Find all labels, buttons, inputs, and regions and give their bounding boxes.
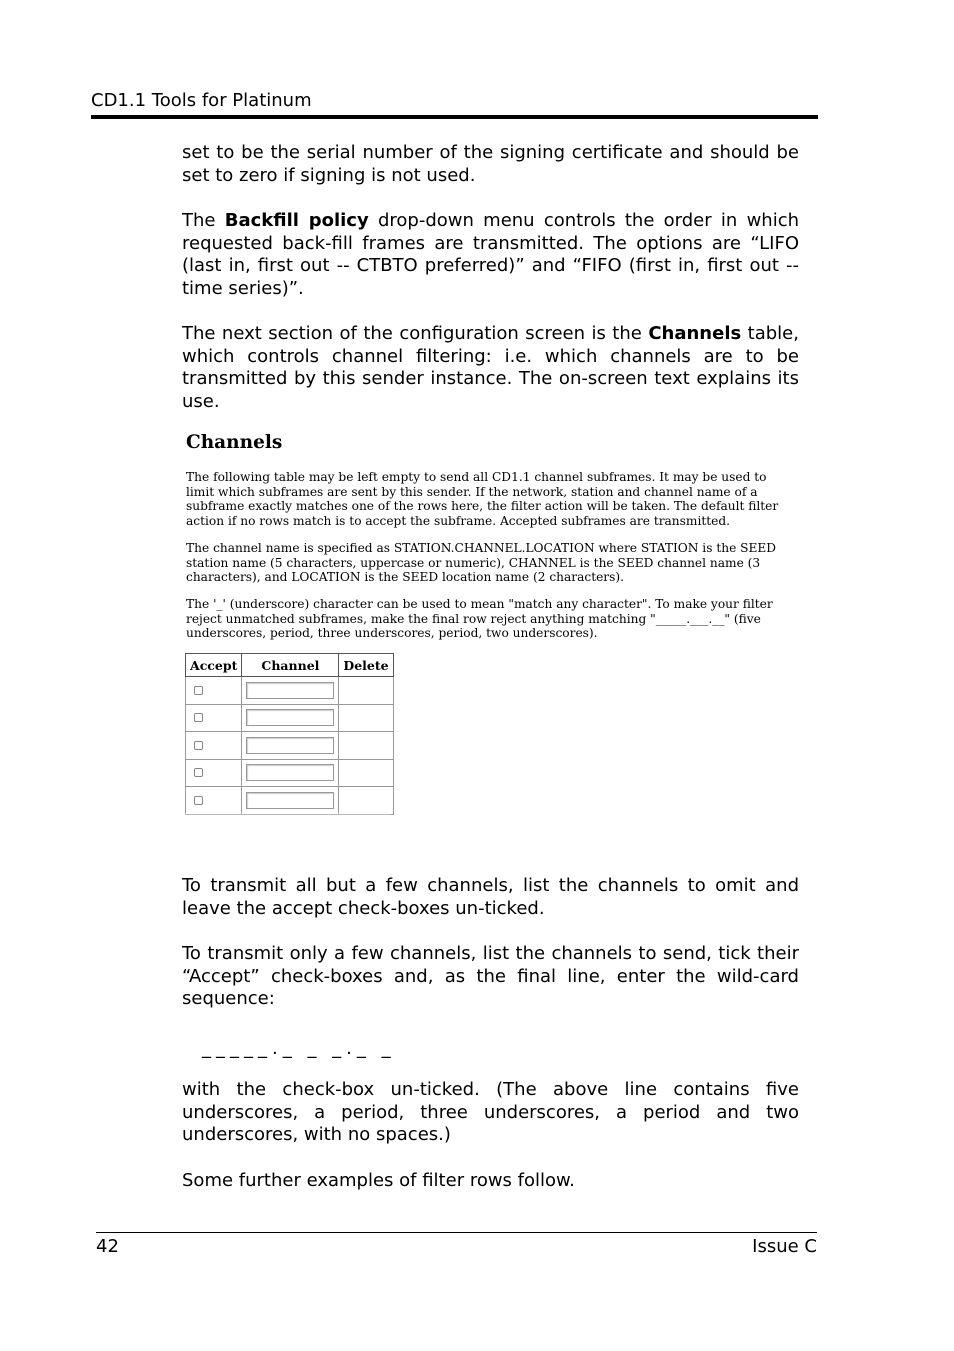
column-accept: Accept: [186, 654, 242, 677]
channel-input[interactable]: [246, 792, 334, 809]
delete-cell: [339, 704, 393, 732]
issue-label: Issue C: [752, 1236, 817, 1257]
paragraph-signing: set to be the serial number of the signing certificate and should be set to zero if signing is not used.: [182, 142, 799, 186]
column-delete: Delete: [339, 654, 393, 677]
channels-help-text-2: The channel name is specified as STATION.CHANNEL.LOCATION where STATION is the SEED station name (5 characters, uppercase or numeric), CHANNEL is the SEED channel name (3 characters), and LOCATION is the SEED location name (2 characters).: [186, 541, 777, 585]
delete-cell: [339, 677, 393, 705]
paragraph-send-few-channels: To transmit only a few channels, list the channels to send, tick their “Accept” check-boxes and, as the final line, enter the wild-card sequence:: [182, 943, 799, 1010]
accept-checkbox[interactable]: [194, 713, 203, 722]
channel-input[interactable]: [246, 682, 334, 699]
paragraph-backfill: The Backfill policy drop-down menu controls the order in which requested back-fill frames are transmitted. The options are “LIFO (last in, first out -- CTBTO preferred)” and “FIFO (first in, first out -- time series)”.: [182, 210, 799, 299]
wildcard-sequence: _____._ _ _._ _: [202, 1038, 396, 1059]
channels-table: [185, 653, 394, 815]
page-number: 42: [96, 1236, 119, 1257]
paragraph-wildcard-explanation: with the check-box un-ticked. (The above line contains five underscores, a period, three underscores, a period and two underscores, with no spaces.): [182, 1079, 799, 1146]
channel-input[interactable]: [246, 737, 334, 754]
paragraph-omit-channels: To transmit all but a few channels, list the channels to omit and leave the accept check-boxes un-ticked.: [182, 875, 799, 919]
accept-checkbox[interactable]: [194, 741, 203, 750]
term-backfill-policy: Backfill policy: [224, 210, 369, 231]
table-row: [186, 677, 394, 705]
column-channel: Channel: [242, 654, 339, 677]
running-header: CD1.1 Tools for Platinum: [91, 90, 312, 111]
table-row: [186, 759, 394, 787]
accept-checkbox[interactable]: [194, 796, 203, 805]
term-channels: Channels: [648, 323, 742, 344]
delete-cell: [339, 787, 393, 815]
channels-heading: Channels: [186, 432, 283, 453]
table-row: [186, 704, 394, 732]
channel-input[interactable]: [246, 764, 334, 781]
paragraph-channels: The next section of the configuration screen is the Channels table, which controls channel filtering: i.e. which channels are to be transmitted by this sender instance. The on-screen text explains its use.: [182, 323, 799, 412]
table-fade-out: [185, 812, 391, 832]
accept-checkbox[interactable]: [194, 768, 203, 777]
accept-checkbox[interactable]: [194, 686, 203, 695]
delete-cell: [339, 732, 393, 760]
channels-help-text-1: The following table may be left empty to send all CD1.1 channel subframes. It may be used to limit which subframes are sent by this sender. If the network, station and channel name of a subframe exactly matches one of the rows here, the filter action will be taken. The default filter action if no rows match is to accept the subframe. Accepted subframes are transmitted.: [186, 470, 779, 528]
header-rule: [91, 115, 818, 119]
table-row: [186, 787, 394, 815]
channels-help-text-3: The '_' (underscore) character can be used to mean "match any character". To make your filter reject unmatched subframes, make the final row reject anything matching "_____.___.__" (five underscores, period, three underscores, period, two underscores).: [186, 597, 773, 641]
delete-cell: [339, 759, 393, 787]
footer-rule: [96, 1232, 817, 1233]
table-row: [186, 732, 394, 760]
paragraph-further-examples: Some further examples of filter rows follow.: [182, 1170, 575, 1191]
channel-input[interactable]: [246, 709, 334, 726]
